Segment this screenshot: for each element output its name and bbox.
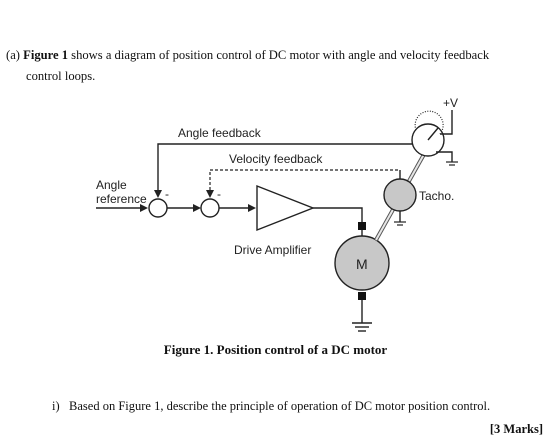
velocity-feedback-label: Velocity feedback [229,152,323,166]
subquestion [52,399,490,414]
question-label: (a) [6,48,20,62]
angle-reference-label-2: reference [96,192,147,206]
figure-ref: Figure 1 [23,48,69,62]
amp-input-arrow [248,204,256,212]
tachometer [384,179,416,211]
supply-label: +V [443,96,459,110]
question-line-2: control loops. [26,69,96,83]
subquestion-number: i) [52,399,60,413]
tacho-label: Tacho. [419,189,455,203]
drive-amplifier [257,186,313,230]
figure-caption: Figure 1. Position control of a DC motor [163,342,388,357]
amp-output-line [313,208,362,236]
pot-ground-lead [436,152,452,162]
angle-reference-label-1: Angle [96,178,127,192]
summing-junction-2 [201,199,219,217]
drive-amplifier-label: Drive Amplifier [234,243,312,257]
angle-feedback-arrow [154,190,162,198]
motor-bottom-terminal [358,292,366,300]
subquestion-text: Based on Figure 1, describe the principle of operation of DC motor position control. [69,399,491,413]
junction-link-arrow [193,204,201,212]
marks: [3 Marks] [489,422,543,436]
summing-junction-1 [149,199,167,217]
junction-2-minus: - [217,187,221,201]
velocity-feedback-line [210,170,398,196]
motor-top-terminal [358,222,366,230]
velocity-feedback-arrow [206,190,214,198]
angle-feedback-line [158,142,420,196]
question-line1-text: shows a diagram of position control of DC motor with angle and velocity feedback [68,48,490,62]
angle-feedback-label: Angle feedback [178,126,261,140]
supply-line [440,110,452,134]
junction-1-minus: - [165,187,169,201]
motor-label: M [356,256,368,272]
